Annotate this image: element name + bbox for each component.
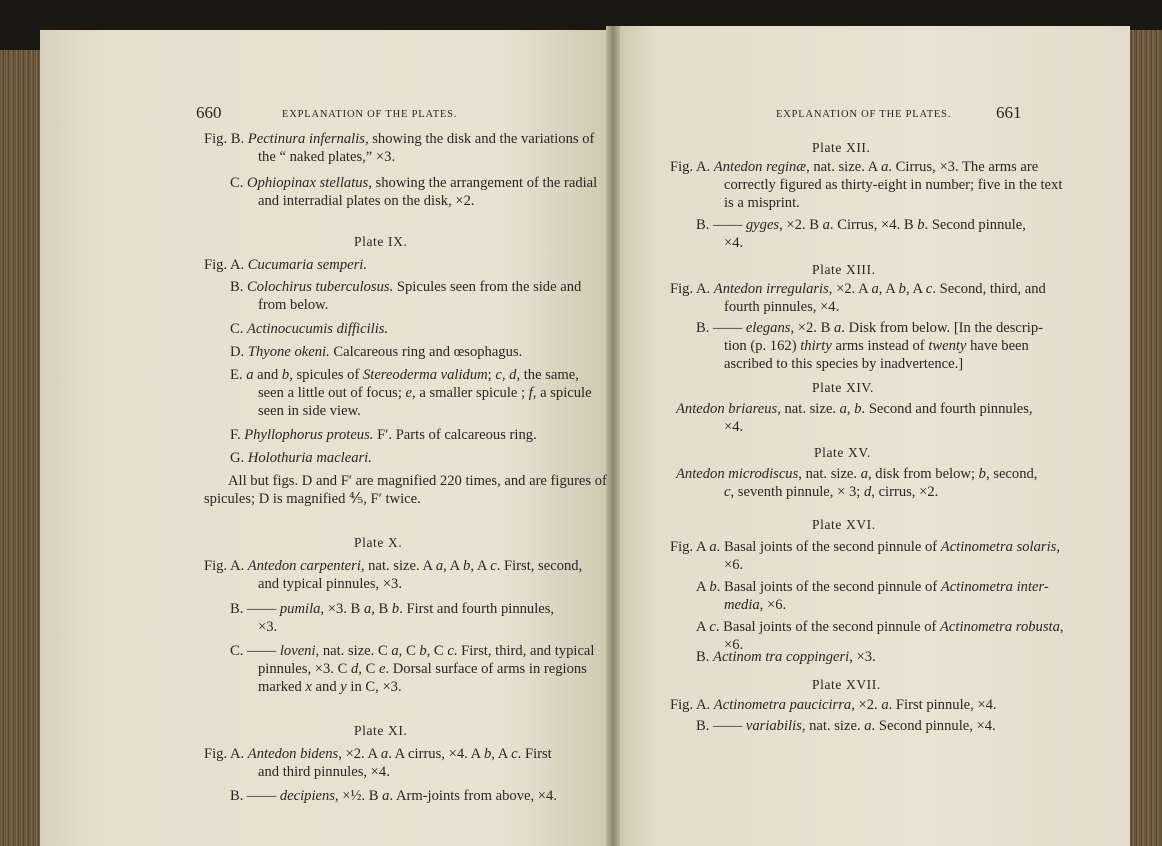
running-head-right: EXPLANATION OF THE PLATES. xyxy=(776,109,952,120)
text-line: and third pinnules, ×4. xyxy=(258,764,390,780)
text-line: F. Phyllophorus proteus. F′. Parts of calcareous ring. xyxy=(230,427,537,443)
text-line: Fig. B. Pectinura infernalis, showing the disk and the variations of xyxy=(204,131,595,147)
text-line: C. —— loveni, nat. size. C a, C b, C c. First, third, and typical xyxy=(230,643,595,659)
book-gutter xyxy=(606,26,620,846)
text-line: ×4. xyxy=(724,419,744,435)
text-line: B. Colochirus tuberculosus. Spicules seen from the side and xyxy=(230,279,582,295)
text-line: B. Actinom tra coppingeri, ×3. xyxy=(696,649,876,665)
text-line: Antedon briareus, nat. size. a, b. Second and fourth pinnules, xyxy=(676,401,1033,417)
plate-heading: Plate XIV. xyxy=(812,380,874,395)
text-line: c, seventh pinnule, × 3; d, cirrus, ×2. xyxy=(724,484,939,500)
text-line: ×4. xyxy=(724,235,744,251)
text-line: pinnules, ×3. C d, C e. Dorsal surface of arms in regions xyxy=(258,661,587,677)
text-line: seen a little out of focus; e, a smaller spicule ; f, a spicule xyxy=(258,385,592,401)
text-line: from below. xyxy=(258,297,329,313)
text-line: ×6. xyxy=(724,637,744,653)
text-line: Fig. A. Antedon bidens, ×2. A a. A cirrus, ×4. A b, A c. First xyxy=(204,746,552,762)
text-line: Fig. A. Antedon irregularis, ×2. A a, A b, A c. Second, third, and xyxy=(670,281,1046,297)
plate-heading: Plate XVI. xyxy=(812,517,876,532)
text-line: D. Thyone okeni. Calcareous ring and œsophagus. xyxy=(230,344,523,360)
text-line: B. —— decipiens, ×½. B a. Arm-joints from above, ×4. xyxy=(230,788,557,804)
plate-heading: Plate XII. xyxy=(812,140,871,155)
plate-heading: Plate XIII. xyxy=(812,262,876,277)
text-line: seen in side view. xyxy=(258,403,361,419)
text-line: Fig. A a. Basal joints of the second pinnule of Actinometra solaris, xyxy=(670,539,1060,555)
text-line: Fig. A. Antedon reginæ, nat. size. A a. Cirrus, ×3. The arms are xyxy=(670,159,1039,175)
page-number-left: 660 xyxy=(196,103,222,122)
text-line: is a misprint. xyxy=(724,195,800,211)
text-line: tion (p. 162) thirty arms instead of twenty have been xyxy=(724,338,1029,354)
text-line: All but figs. D and F′ are magnified 220 times, and are figures of xyxy=(228,473,607,489)
plate-heading: Plate X. xyxy=(354,535,403,550)
text-line: marked x and y in C, ×3. xyxy=(258,679,402,695)
text-line: A c. Basal joints of the second pinnule of Actinometra robusta, xyxy=(696,619,1064,635)
text-line: Fig. A. Antedon carpenteri, nat. size. A a, A b, A c. First, second, xyxy=(204,558,583,574)
text-line: spicules; D is magnified ⅘, F′ twice. xyxy=(204,491,421,507)
text-line: C. Ophiopinax stellatus, showing the arrangement of the radial xyxy=(230,175,598,191)
text-line: C. Actinocucumis difficilis. xyxy=(230,321,389,337)
plate-heading: Plate XVII. xyxy=(812,677,881,692)
text-line: G. Holothuria macleari. xyxy=(230,450,372,466)
text-line: Fig. A. Actinometra paucicirra, ×2. a. First pinnule, ×4. xyxy=(670,697,997,713)
page-number-right: 661 xyxy=(996,103,1022,122)
text-line: B. —— pumila, ×3. B a, B b. First and fourth pinnules, xyxy=(230,601,555,617)
plate-heading: Plate IX. xyxy=(354,234,408,249)
text-line: B. —— elegans, ×2. B a. Disk from below. [In the descrip- xyxy=(696,320,1043,336)
text-line: ascribed to this species by inadvertence.] xyxy=(724,356,964,372)
text-line: and typical pinnules, ×3. xyxy=(258,576,403,592)
text-line: the “ naked plates,” ×3. xyxy=(258,149,396,165)
text-line: ×3. xyxy=(258,619,278,635)
book-page-edges-left xyxy=(0,50,44,846)
text-line: Antedon microdiscus, nat. size. a, disk from below; b, second, xyxy=(676,466,1038,482)
book-page-edges-right xyxy=(1126,30,1162,846)
text-line: B. —— gyges, ×2. B a. Cirrus, ×4. B b. Second pinnule, xyxy=(696,217,1026,233)
text-line: B. —— variabilis, nat. size. a. Second pinnule, ×4. xyxy=(696,718,996,734)
running-head-left: EXPLANATION OF THE PLATES. xyxy=(282,109,458,120)
plate-heading: Plate XV. xyxy=(814,445,871,460)
text-line: media, ×6. xyxy=(724,597,787,613)
text-line: and interradial plates on the disk, ×2. xyxy=(258,193,475,209)
plate-heading: Plate XI. xyxy=(354,723,408,738)
text-line: fourth pinnules, ×4. xyxy=(724,299,840,315)
text-line: E. a and b, spicules of Stereoderma validum; c, d, the same, xyxy=(230,367,579,383)
text-line: ×6. xyxy=(724,557,744,573)
text-line: correctly figured as thirty-eight in number; five in the text xyxy=(724,177,1063,193)
text-line: A b. Basal joints of the second pinnule of Actinometra inter- xyxy=(696,579,1049,595)
text-line: Fig. A. Cucumaria semperi. xyxy=(204,257,367,273)
